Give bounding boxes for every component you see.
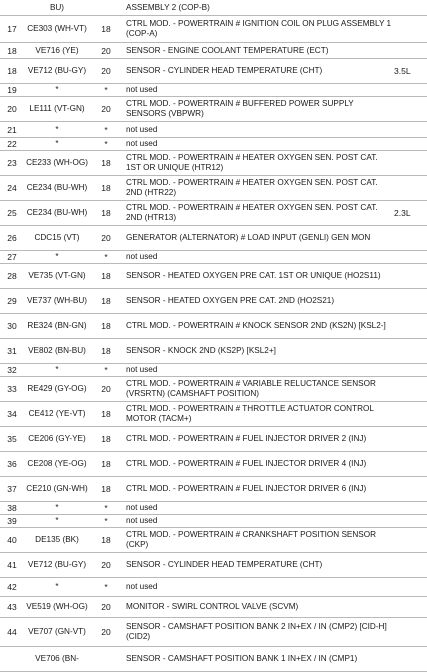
wire-gauge: * bbox=[104, 516, 108, 526]
circuit-id: * bbox=[55, 85, 59, 95]
table-row bbox=[0, 377, 427, 402]
wire-gauge: 18 bbox=[101, 434, 111, 444]
wire-gauge: * bbox=[104, 365, 108, 375]
circuit-id: CE210 (GN-WH) bbox=[26, 484, 88, 494]
table-row bbox=[0, 364, 427, 377]
engine-note bbox=[394, 314, 427, 338]
pin-number: 18 bbox=[7, 66, 17, 76]
circuit-id: CE206 (GY-YE) bbox=[28, 434, 86, 444]
circuit-id: CE208 (YE-OG) bbox=[27, 459, 87, 469]
circuit-function: SENSOR - HEATED OXYGEN PRE CAT. 2ND (HO2S21) bbox=[126, 296, 335, 305]
pin-number: 42 bbox=[7, 582, 17, 592]
circuit-function: not used bbox=[126, 582, 158, 591]
wire-gauge: * bbox=[104, 503, 108, 513]
engine-note bbox=[394, 647, 427, 671]
circuit-function: SENSOR - CYLINDER HEAD TEMPERATURE (CHT) bbox=[126, 560, 323, 569]
circuit-function: SENSOR - CAMSHAFT POSITION BANK 2 IN+EX / IN (CMP2) [CID-H] (CID2) bbox=[126, 622, 387, 641]
circuit-id: VE737 (WH-BU) bbox=[26, 296, 88, 306]
circuit-id: * bbox=[55, 252, 59, 262]
pin-number: 29 bbox=[7, 296, 17, 306]
circuit-function: CTRL MOD. - POWERTRAIN # THROTTLE ACTUATOR CONTROL MOTOR (TACM+) bbox=[126, 404, 374, 423]
wire-gauge: * bbox=[104, 582, 108, 592]
engine-note: 3.5L bbox=[394, 66, 411, 76]
pin-number: 43 bbox=[7, 602, 17, 612]
wire-gauge: 18 bbox=[101, 158, 111, 168]
pin-number: 37 bbox=[7, 484, 17, 494]
circuit-id: VE735 (VT-GN) bbox=[28, 271, 86, 281]
engine-note bbox=[394, 16, 427, 42]
wire-gauge: 20 bbox=[101, 384, 111, 394]
table-row bbox=[0, 138, 427, 151]
circuit-id: VE802 (BN-BU) bbox=[28, 346, 86, 356]
circuit-id: * bbox=[55, 365, 59, 375]
circuit-id: VE519 (WH-OG) bbox=[26, 602, 88, 612]
engine-note bbox=[394, 264, 427, 288]
circuit-function: CTRL MOD. - POWERTRAIN # BUFFERED POWER SUPPLY SENSORS (VBPWR) bbox=[126, 99, 354, 118]
engine-note bbox=[394, 84, 427, 96]
engine-note bbox=[394, 43, 427, 58]
pin-number: 23 bbox=[7, 158, 17, 168]
circuit-id: RE429 (GY-OG) bbox=[27, 384, 87, 394]
wire-gauge: 20 bbox=[101, 602, 111, 612]
circuit-function: CTRL MOD. - POWERTRAIN # KNOCK SENSOR 2ND (KS2N) [KSL2-] bbox=[126, 321, 386, 330]
circuit-id: VE712 (BU-GY) bbox=[27, 560, 87, 570]
engine-note bbox=[394, 515, 427, 527]
table-row bbox=[0, 122, 427, 138]
engine-note bbox=[394, 502, 427, 514]
pin-number: 27 bbox=[7, 252, 17, 262]
engine-note bbox=[394, 618, 427, 646]
pin-number: 34 bbox=[7, 409, 17, 419]
circuit-id: * bbox=[55, 124, 59, 134]
pin-number: 31 bbox=[7, 346, 17, 356]
engine-note bbox=[394, 339, 427, 363]
circuit-function: ASSEMBLY 2 (COP-B) bbox=[126, 2, 210, 12]
wire-gauge: 18 bbox=[101, 459, 111, 469]
wire-gauge: 18 bbox=[101, 183, 111, 193]
engine-note bbox=[394, 364, 427, 376]
pin-number: 39 bbox=[7, 516, 17, 526]
table-row bbox=[0, 578, 427, 597]
table-row bbox=[0, 151, 427, 176]
circuit-function: SENSOR - CYLINDER HEAD TEMPERATURE (CHT) bbox=[126, 66, 323, 75]
table-row bbox=[0, 176, 427, 201]
pin-number: 30 bbox=[7, 321, 17, 331]
circuit-id: DE135 (BK) bbox=[35, 535, 79, 545]
circuit-function: CTRL MOD. - POWERTRAIN # FUEL INJECTOR DRIVER 2 (INJ) bbox=[126, 434, 367, 443]
pin-number: 22 bbox=[7, 139, 17, 149]
table-row bbox=[0, 528, 427, 553]
wire-gauge: 18 bbox=[101, 484, 111, 494]
pin-number bbox=[0, 647, 24, 671]
table-row bbox=[0, 201, 427, 226]
table-row bbox=[0, 84, 427, 97]
wire-gauge: 18 bbox=[101, 409, 111, 419]
engine-note bbox=[394, 138, 427, 150]
circuit-function: MONITOR - SWIRL CONTROL VALVE (SCVM) bbox=[126, 602, 299, 611]
pin-number: 38 bbox=[7, 503, 17, 513]
wire-gauge: 18 bbox=[101, 296, 111, 306]
wire-gauge: 18 bbox=[101, 271, 111, 281]
engine-note bbox=[394, 427, 427, 451]
table-row bbox=[0, 59, 427, 84]
engine-note bbox=[394, 176, 427, 200]
engine-note bbox=[394, 151, 427, 175]
circuit-function: CTRL MOD. - POWERTRAIN # IGNITION COIL ON PLUG ASSEMBLY 1 (COP-A) bbox=[126, 19, 392, 38]
table-row bbox=[0, 264, 427, 289]
pin-number: 24 bbox=[7, 183, 17, 193]
pin-number: 40 bbox=[7, 535, 17, 545]
circuit-function: GENERATOR (ALTERNATOR) # LOAD INPUT (GENLI) GEN MON bbox=[126, 233, 371, 242]
table-row bbox=[0, 647, 427, 672]
circuit-id: CE412 (YE-VT) bbox=[28, 409, 86, 419]
circuit-id: * bbox=[55, 516, 59, 526]
table-row bbox=[0, 97, 427, 122]
wire-gauge: 20 bbox=[101, 45, 111, 56]
table-row bbox=[0, 618, 427, 647]
wire-gauge: 18 bbox=[101, 321, 111, 331]
table-row bbox=[0, 251, 427, 264]
circuit-function: CTRL MOD. - POWERTRAIN # FUEL INJECTOR DRIVER 6 (INJ) bbox=[126, 484, 367, 493]
engine-note bbox=[394, 578, 427, 596]
circuit-function: not used bbox=[126, 85, 158, 94]
circuit-id: * bbox=[55, 139, 59, 149]
circuit-id: * bbox=[55, 582, 59, 592]
circuit-function: not used bbox=[126, 516, 158, 525]
pin-number: 44 bbox=[7, 627, 17, 637]
circuit-id: CE234 (BU-WH) bbox=[26, 183, 88, 193]
circuit-function: CTRL MOD. - POWERTRAIN # VARIABLE RELUCTANCE SENSOR (VRSRTN) (CAMSHAFT POSITION) bbox=[126, 379, 376, 398]
table-row bbox=[0, 16, 427, 43]
wire-gauge: 20 bbox=[101, 104, 111, 114]
wire-gauge: 20 bbox=[101, 560, 111, 570]
pin-number: 25 bbox=[7, 208, 17, 218]
circuit-function: CTRL MOD. - POWERTRAIN # HEATER OXYGEN SEN. POST CAT. 1ST OR UNIQUE (HTR12) bbox=[126, 153, 378, 172]
circuit-function: CTRL MOD. - POWERTRAIN # CRANKSHAFT POSITION SENSOR (CKP) bbox=[126, 530, 377, 549]
engine-note bbox=[394, 0, 427, 15]
table-row bbox=[0, 452, 427, 477]
circuit-id: CE303 (WH-VT) bbox=[27, 24, 87, 34]
circuit-function: CTRL MOD. - POWERTRAIN # HEATER OXYGEN SEN. POST CAT. 2ND (HTR13) bbox=[126, 203, 378, 222]
table-row bbox=[0, 226, 427, 251]
pin-number: 36 bbox=[7, 459, 17, 469]
circuit-function: not used bbox=[126, 124, 158, 134]
table-row bbox=[0, 289, 427, 314]
engine-note bbox=[394, 122, 427, 137]
circuit-function: not used bbox=[126, 365, 158, 374]
wire-gauge: * bbox=[104, 252, 108, 262]
wire-gauge bbox=[90, 0, 122, 15]
table-row bbox=[0, 502, 427, 515]
circuit-id: LE111 (VT-GN) bbox=[29, 104, 85, 114]
engine-note bbox=[394, 402, 427, 426]
table-row bbox=[0, 402, 427, 427]
table-row bbox=[0, 427, 427, 452]
engine-note bbox=[394, 553, 427, 577]
wire-gauge: 18 bbox=[101, 346, 111, 356]
circuit-id: CE234 (BU-WH) bbox=[26, 208, 88, 218]
circuit-function: SENSOR - KNOCK 2ND (KS2P) [KSL2+] bbox=[126, 346, 276, 355]
engine-note bbox=[394, 377, 427, 401]
circuit-function: SENSOR - CAMSHAFT POSITION BANK 1 IN+EX / IN (CMP1) bbox=[126, 654, 358, 663]
engine-note bbox=[394, 226, 427, 250]
engine-note bbox=[394, 597, 427, 617]
wire-gauge: 20 bbox=[101, 66, 111, 76]
pin-number: 35 bbox=[7, 434, 17, 444]
pin-number: 17 bbox=[7, 24, 17, 34]
table-row bbox=[0, 0, 427, 16]
circuit-id: VE707 (GN-VT) bbox=[28, 627, 86, 637]
pin-number: 33 bbox=[7, 384, 17, 394]
wire-gauge: 18 bbox=[101, 535, 111, 545]
circuit-id: CDC15 (VT) bbox=[34, 233, 80, 243]
engine-note bbox=[394, 289, 427, 313]
pin-number bbox=[0, 0, 24, 15]
wire-gauge: 20 bbox=[101, 233, 111, 243]
circuit-function: not used bbox=[126, 503, 158, 512]
wire-gauge: * bbox=[104, 139, 108, 149]
table-row bbox=[0, 553, 427, 578]
circuit-id: BU) bbox=[49, 2, 65, 12]
engine-note bbox=[394, 97, 427, 121]
wire-gauge: * bbox=[104, 124, 108, 135]
engine-note bbox=[394, 477, 427, 501]
pin-number: 26 bbox=[7, 233, 17, 243]
pin-number: 20 bbox=[7, 104, 17, 114]
circuit-id: VE716 (YE) bbox=[35, 45, 79, 55]
circuit-function: not used bbox=[126, 252, 158, 261]
wire-gauge bbox=[90, 647, 122, 671]
circuit-function: SENSOR - HEATED OXYGEN PRE CAT. 1ST OR UNIQUE (HO2S11) bbox=[126, 271, 381, 280]
circuit-function: not used bbox=[126, 139, 158, 148]
pin-number: 18 bbox=[7, 45, 17, 56]
wire-gauge: 20 bbox=[101, 627, 111, 637]
circuit-id: * bbox=[55, 503, 59, 513]
engine-note bbox=[394, 251, 427, 263]
table-row bbox=[0, 339, 427, 364]
table-row bbox=[0, 597, 427, 618]
wire-gauge: 18 bbox=[101, 24, 111, 34]
table-row bbox=[0, 43, 427, 59]
engine-note bbox=[394, 528, 427, 552]
circuit-function: CTRL MOD. - POWERTRAIN # FUEL INJECTOR DRIVER 4 (INJ) bbox=[126, 459, 367, 468]
table-row bbox=[0, 477, 427, 502]
engine-note: 2.3L bbox=[394, 208, 411, 218]
circuit-id: RE324 (BN-GN) bbox=[27, 321, 87, 331]
pin-number: 21 bbox=[7, 124, 17, 135]
table-row bbox=[0, 314, 427, 339]
circuit-id: CE233 (WH-OG) bbox=[26, 158, 88, 168]
engine-note bbox=[394, 452, 427, 476]
wire-gauge: * bbox=[104, 85, 108, 95]
pin-number: 28 bbox=[7, 271, 17, 281]
circuit-function: SENSOR - ENGINE COOLANT TEMPERATURE (ECT) bbox=[126, 45, 329, 55]
circuit-id: VE706 (BN- bbox=[35, 654, 79, 664]
wire-gauge: 18 bbox=[101, 208, 111, 218]
pin-number: 32 bbox=[7, 365, 17, 375]
circuit-function: CTRL MOD. - POWERTRAIN # HEATER OXYGEN SEN. POST CAT. 2ND (HTR22) bbox=[126, 178, 378, 197]
circuit-id: VE712 (BU-GY) bbox=[27, 66, 87, 76]
pin-number: 41 bbox=[7, 560, 17, 570]
table-row bbox=[0, 515, 427, 528]
pin-number: 19 bbox=[7, 85, 17, 95]
